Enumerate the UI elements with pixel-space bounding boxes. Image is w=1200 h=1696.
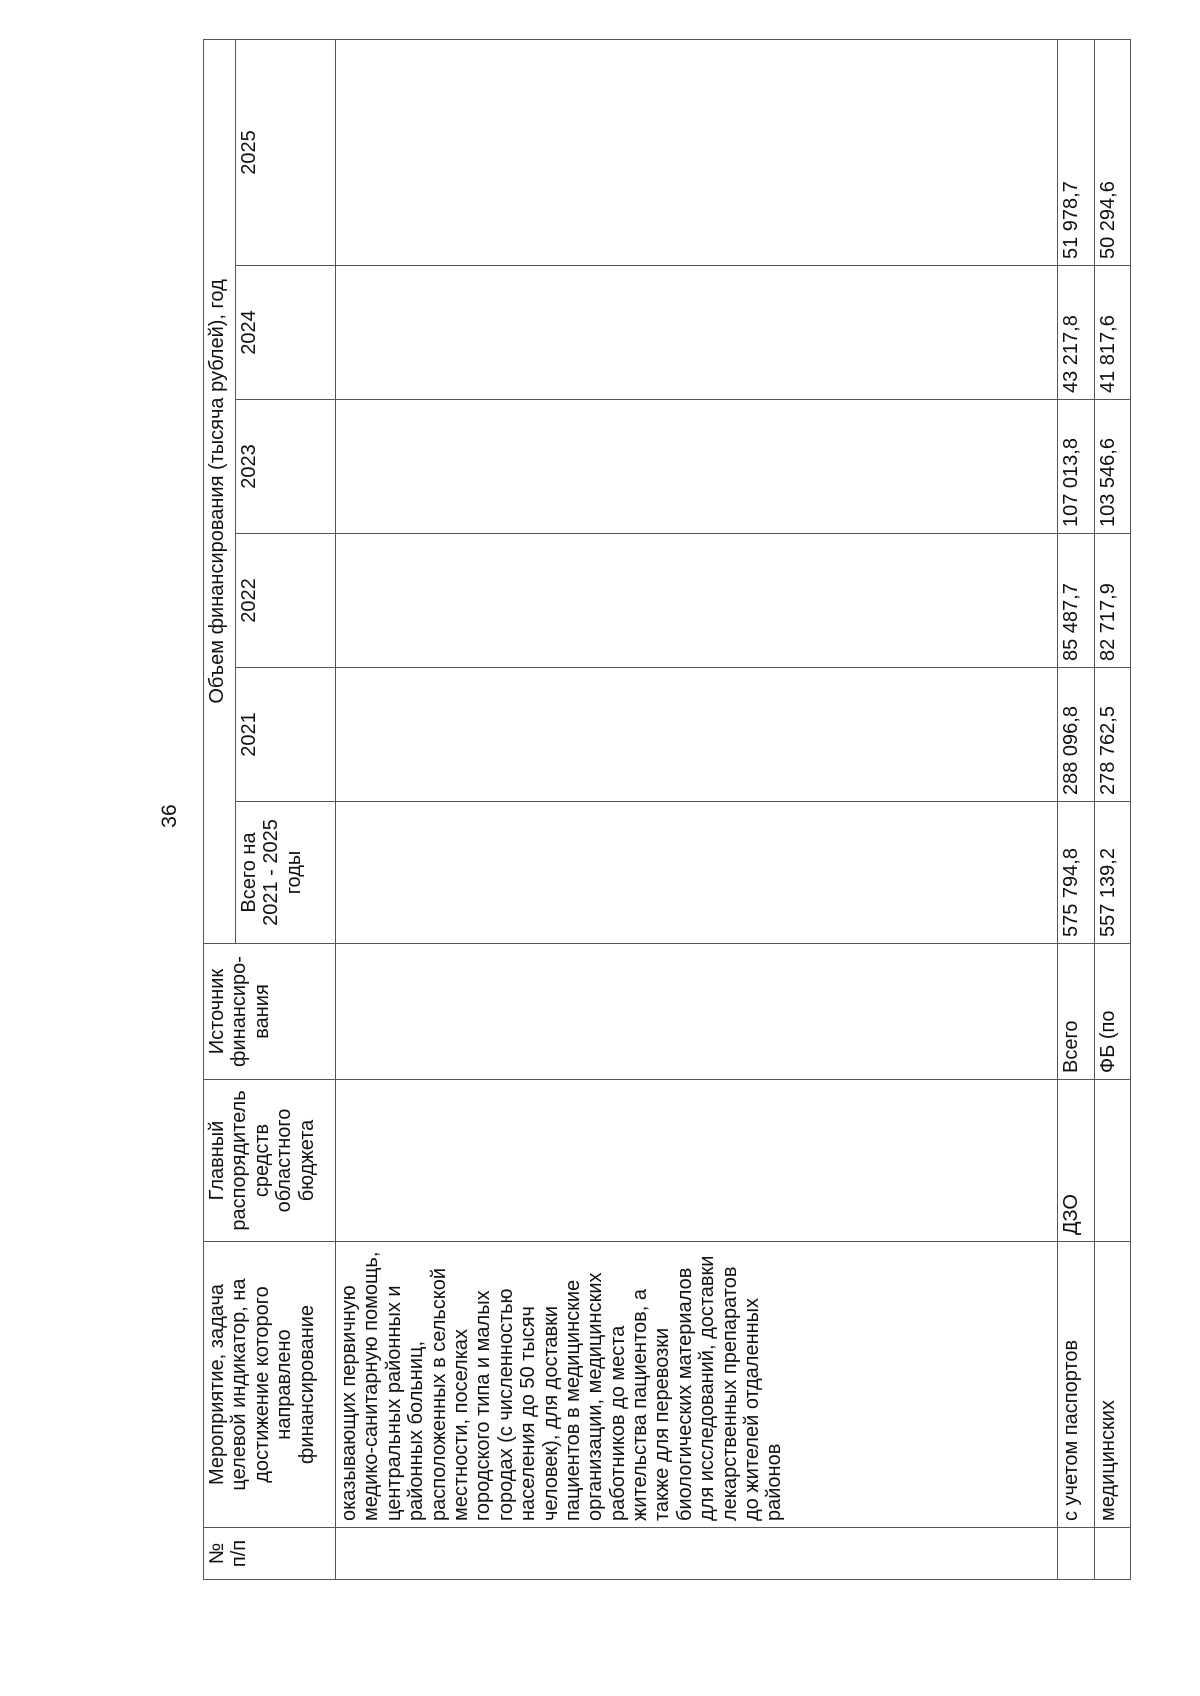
cell-value: 51 978,7 <box>1058 39 1094 265</box>
cell-value: 43 217,8 <box>1058 266 1094 400</box>
cell-value <box>336 400 1058 534</box>
cell-source <box>336 944 1058 1080</box>
cell-total <box>336 802 1058 944</box>
cell-measure-continuation: оказывающих первичную медико-санитарную помощь, центральных районных и районных больниц, расположенных в сельской местности, поселках городского типа и малых городах (с численностью населения до 50 тысяч человек), для доставки пациентов в медицинские организации, медицинских работников до места жительства пациентов, а также для перевозки биологических материалов для исследований, доставки лекарственных препаратов до жителей отдаленных районов <box>336 1242 1058 1528</box>
cell-value: 41 817,6 <box>1094 266 1130 400</box>
table-row <box>1094 39 1130 1579</box>
rotated-table-stage <box>203 40 1131 1580</box>
cell-manager <box>1094 1080 1130 1242</box>
header-year: 2023 <box>236 400 336 534</box>
cell-value: 85 487,7 <box>1058 534 1094 668</box>
header-volume: Объем финансирования (тысяча рублей), год <box>204 39 236 943</box>
cell-total: 575 794,8 <box>1058 802 1094 944</box>
header-manager: Главный распорядитель средств областного бюджета <box>204 1080 336 1242</box>
cell-value: 50 294,6 <box>1094 39 1130 265</box>
cell-num <box>1058 1528 1094 1580</box>
cell-value: 103 546,6 <box>1094 400 1130 534</box>
header-num: № п/п <box>204 1528 336 1580</box>
cell-measure: медицинских <box>1094 1242 1130 1528</box>
header-total: Всего на 2021 - 2025 годы <box>236 802 336 944</box>
cell-num <box>336 1528 1058 1580</box>
cell-value: 107 013,8 <box>1058 400 1094 534</box>
cell-manager: ДЗО <box>1058 1080 1094 1242</box>
header-measure: Мероприятие, задача целевой индикатор, на достижение которого направлено финансирование <box>204 1242 336 1528</box>
cell-value <box>336 534 1058 668</box>
cell-source: Всего <box>1058 944 1094 1080</box>
cell-value: 82 717,9 <box>1094 534 1130 668</box>
table-row <box>1058 39 1094 1579</box>
cell-num <box>1094 1528 1130 1580</box>
header-year: 2024 <box>236 266 336 400</box>
header-year: 2021 <box>236 668 336 802</box>
header-year: 2022 <box>236 534 336 668</box>
cell-value <box>336 668 1058 802</box>
page-number: 36 <box>158 804 181 828</box>
cell-source: ФБ (по <box>1094 944 1130 1080</box>
cell-total: 557 139,2 <box>1094 802 1130 944</box>
cell-value: 288 096,8 <box>1058 668 1094 802</box>
cell-measure: с учетом паспортов <box>1058 1242 1094 1528</box>
header-year: 2025 <box>236 39 336 265</box>
cell-value <box>336 266 1058 400</box>
header-source: Источник финансиро-вания <box>204 944 336 1080</box>
funding-table <box>203 39 1131 1580</box>
table-row <box>336 39 1058 1579</box>
cell-manager <box>336 1080 1058 1242</box>
cell-value: 278 762,5 <box>1094 668 1130 802</box>
cell-value <box>336 39 1058 265</box>
